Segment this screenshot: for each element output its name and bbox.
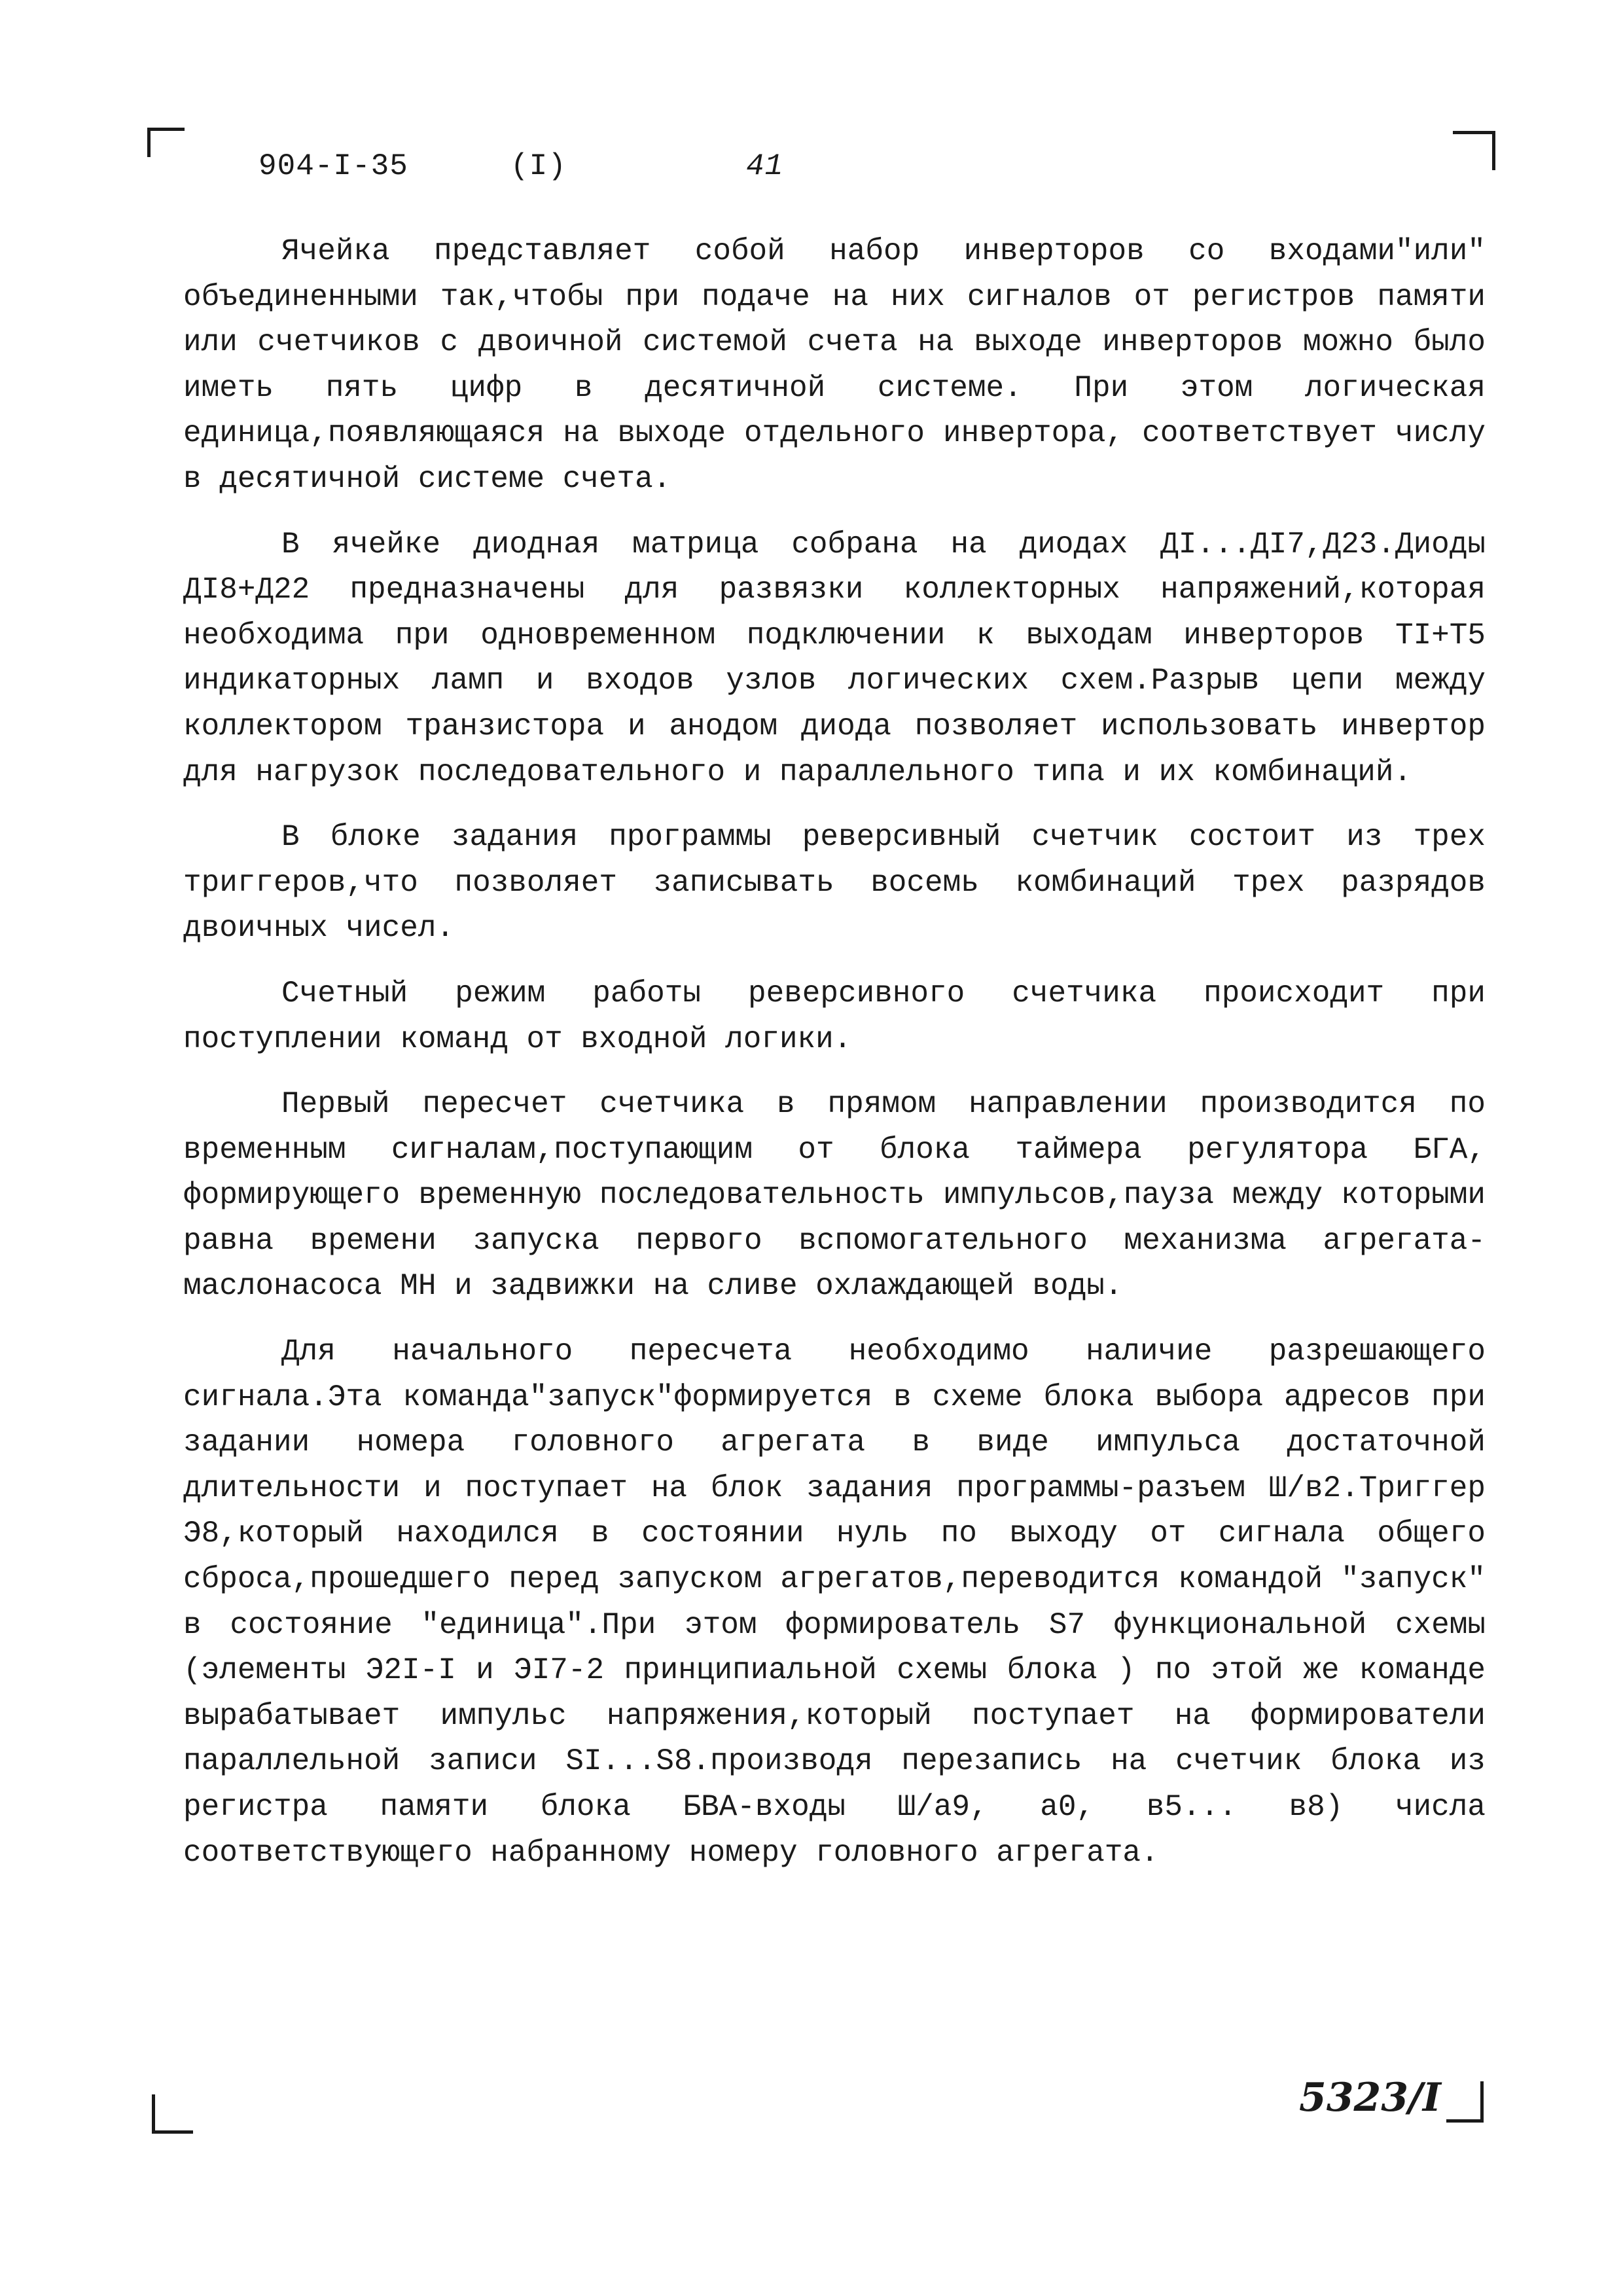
corner-mark-top-right (1453, 131, 1495, 170)
sheet-mark: 5323/I (1299, 2075, 1441, 2121)
corner-mark-bottom-left (152, 2094, 193, 2134)
paragraph: В ячейке диодная матрица собрана на диодах ДI...ДI7,Д23.Диоды ДI8+Д22 предназначены для развязки коллекторных напряжений,которая необходима при одновременном подключении к выходам инверторов TI+T5 индикаторных ламп и входов узлов логических схем.Разрыв цепи между коллектором транзистора и анодом диода позволяет использовать инвертор для нагрузок последовательного и параллельного типа и их комбинаций. (183, 527, 1486, 789)
document-number: 904-I-35 (259, 149, 408, 183)
paragraph: В блоке задания программы реверсивный счетчик состоит из трех триггеров,что позволяет записывать восемь комбинаций трех разрядов двоичных чисел. (183, 820, 1486, 946)
part-number: (I) (510, 149, 567, 183)
paragraph: Счетный режим работы реверсивного счетчика происходит при поступлении команд от входной логики. (183, 976, 1486, 1056)
body-text (183, 229, 1486, 1895)
paragraph: Ячейка представляет собой набор инверторов со входами"или" объединенными так,чтобы при подаче на них сигналов от регистров памяти или счетчиков с двоичной системой счета на выходе инверторов можно было иметь пять цифр в десятичной системе. При этом логическая единица,появляющаяся на выходе отдельного инвертора, соответствует числу в десятичной системе счета. (183, 234, 1486, 496)
corner-mark-top-left (147, 128, 185, 157)
page-number: 41 (746, 149, 784, 183)
paragraph: Первый пересчет счетчика в прямом направлении производится по временным сигналам,поступающим от блока таймера регулятора БГА, формирующего временную последовательность импульсов,пауза между которыми равна времени запуска первого вспомогательного механизма агрегата-маслонасоса МН и задвижки на сливе охлаждающей воды. (183, 1087, 1486, 1304)
paragraph: Для начального пересчета необходимо наличие разрешающего сигнала.Эта команда"запуск"формируется в схеме блока выбора адресов при задании номера головного агрегата в виде импульса достаточной длительности и поступает на блок задания программы-разъем Ш/в2.Триггер Э8,который находился в состоянии нуль по выходу от сигнала общего сброса,прошедшего перед запуском агрегатов,переводится командой "запуск" в состояние "единица".При этом формирователь S7 функциональной схемы (элементы Э2I-I и ЭI7-2 принципиальной схемы блока ) по этой же команде вырабатывает импульс напряжения,который поступает на формирователи параллельной записи SI...S8.производя перезапись на счетчик блока из регистра памяти блока БВА-входы Ш/а9, а0, в5... в8) числа соответствующего набранному номеру головного агрегата. (183, 1335, 1486, 1870)
corner-mark-bottom-right (1446, 2081, 1484, 2123)
